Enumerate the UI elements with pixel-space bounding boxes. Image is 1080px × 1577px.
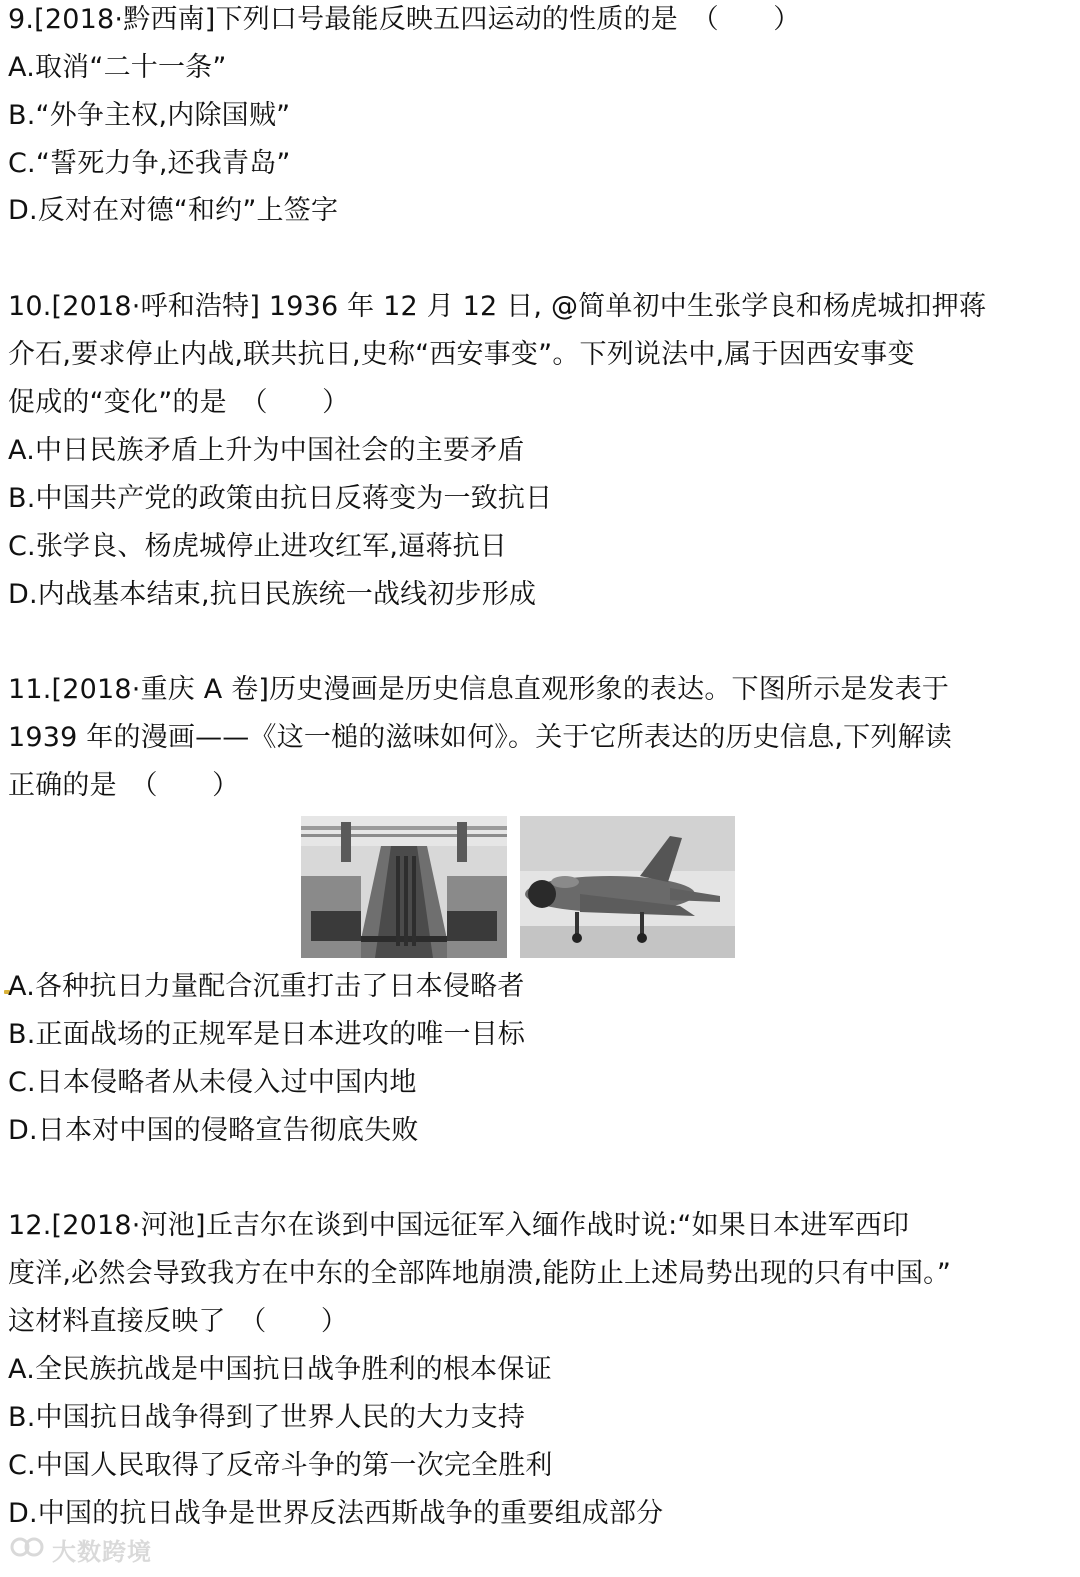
parade-photo-graphic — [301, 816, 507, 958]
q12-stem-line-2: 度洋,必然会导致我方在中东的全部阵地崩溃,能防止上述局势出现的只有中国。” — [8, 1258, 952, 1289]
q11-option-a: A.各种抗日力量配合沉重打击了日本侵略者 — [8, 971, 525, 1002]
q10-stem-line-3: 促成的“变化”的是 （ ） — [8, 387, 350, 418]
jet-fighter-photo — [520, 816, 735, 958]
q12-stem-line-3: 这材料直接反映了 （ ） — [8, 1306, 349, 1337]
q10-option-c: C.张学良、杨虎城停止进攻红军,逼蒋抗日 — [8, 531, 508, 562]
q9-option-a: A.取消“二十一条” — [8, 52, 227, 83]
q12-option-c: C.中国人民取得了反帝斗争的第一次完全胜利 — [8, 1450, 553, 1481]
q9-option-d: D.反对在对德“和约”上签字 — [8, 195, 339, 226]
q9-stem-line-1: 9.[2018·黔西南]下列口号最能反映五四运动的性质的是 （ ） — [8, 4, 801, 35]
q11-option-b: B.正面战场的正规军是日本进攻的唯一目标 — [8, 1019, 526, 1050]
logo-icon — [10, 1533, 46, 1565]
q11-option-d: D.日本对中国的侵略宣告彻底失败 — [8, 1115, 419, 1146]
q12-option-a: A.全民族抗战是中国抗日战争胜利的根本保证 — [8, 1354, 552, 1385]
q10-option-a: A.中日民族矛盾上升为中国社会的主要矛盾 — [8, 435, 525, 466]
q11-stem-line-1: 11.[2018·重庆 A 卷]历史漫画是历史信息直观形象的表达。下图所示是发表于 — [8, 674, 950, 705]
watermark — [10, 1532, 152, 1566]
q11-photos — [301, 816, 735, 958]
q10-stem-line-1: 10.[2018·呼和浩特] 1936 年 12 月 12 日, @简单初中生张学良和杨虎城扣押蒋 — [8, 291, 987, 322]
jet-fighter-graphic — [520, 816, 735, 958]
q12-option-d: D.中国的抗日战争是世界反法西斯战争的重要组成部分 — [8, 1498, 664, 1529]
q12-stem-line-1: 12.[2018·河池]丘吉尔在谈到中国远征军入缅作战时说:“如果日本进军西印 — [8, 1210, 910, 1241]
q9-option-b: B.“外争主权,内除国贼” — [8, 100, 291, 131]
q11-option-c: C.日本侵略者从未侵入过中国内地 — [8, 1067, 417, 1098]
q11-stem-line-2: 1939 年的漫画——《这一槌的滋味如何》。关于它所表达的历史信息,下列解读 — [8, 722, 952, 753]
q10-option-b: B.中国共产党的政策由抗日反蒋变为一致抗日 — [8, 483, 553, 514]
q10-stem-line-2: 介石,要求停止内战,联共抗日,史称“西安事变”。下列说法中,属于因西安事变 — [8, 339, 915, 370]
q12-option-b: B.中国抗日战争得到了世界人民的大力支持 — [8, 1402, 526, 1433]
parade-photo — [301, 816, 507, 958]
q11-stem-line-3: 正确的是 （ ） — [8, 770, 240, 801]
q9-option-c: C.“誓死力争,还我青岛” — [8, 148, 291, 179]
watermark-text: 大数跨境 — [52, 1537, 152, 1566]
q10-option-d: D.内战基本结束,抗日民族统一战线初步形成 — [8, 579, 537, 610]
